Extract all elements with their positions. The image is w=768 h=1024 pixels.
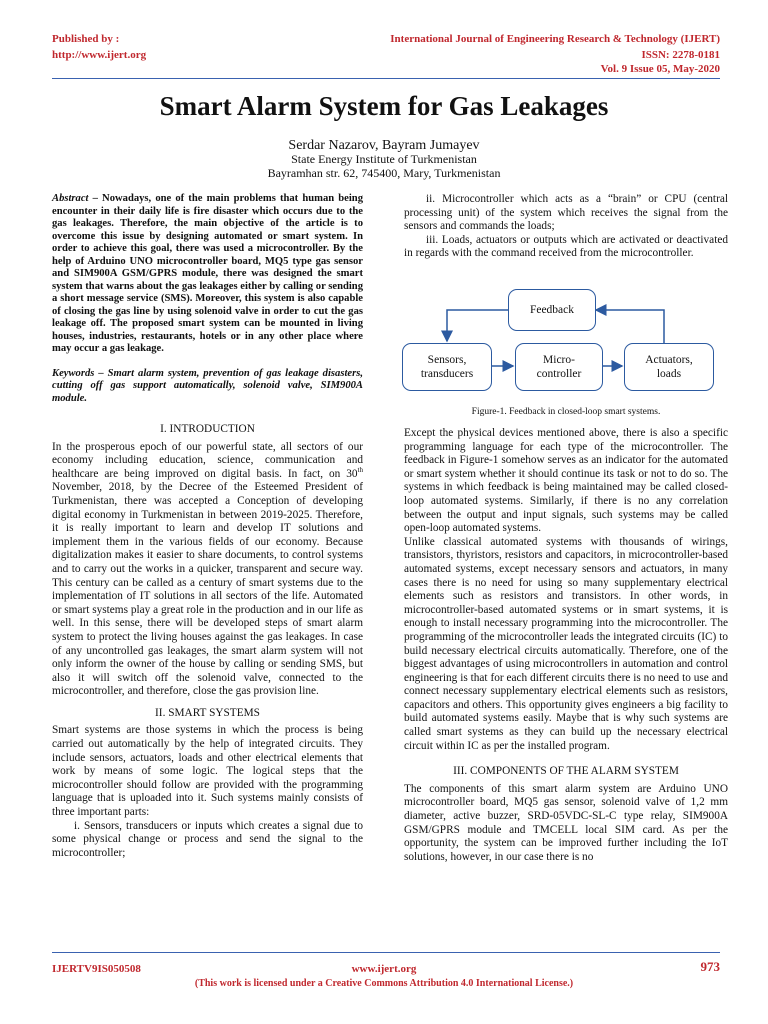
list-item-i: i. Sensors, transducers or inputs which creates a signal due to some physical change or process and send the signal to the microcontroller; xyxy=(52,819,363,859)
left-column xyxy=(52,193,363,860)
right-paragraph-1: Except the physical devices mentioned above, there is also a specific programming language for each type of the microcontroller. The feedback in Figure-1 somehow serves as an indicator for the automated or smart system whether it should continue its task or not to do so. The systems in which feedback is being maintained may be called closed-loop automated systems. Similarly, if there is no any correlation between the output and input signals, such systems may be called open-loop automated systems. xyxy=(404,427,728,535)
volume-issue: Vol. 9 Issue 05, May-2020 xyxy=(600,63,720,75)
paper-id: IJERTV9IS050508 xyxy=(52,963,141,975)
section-introduction-heading: I. INTRODUCTION xyxy=(160,423,255,435)
right-column-bottom xyxy=(404,427,728,864)
abstract-label: Abstract xyxy=(52,193,89,204)
micro-label-line2: controller xyxy=(536,368,582,380)
header-rule xyxy=(52,78,720,79)
sensors-label-line2: transducers xyxy=(420,368,474,380)
footer-url[interactable]: www.ijert.org xyxy=(351,963,417,975)
footer-rule xyxy=(52,952,720,953)
feedback-label: Feedback xyxy=(529,304,575,316)
abstract-text: – Nowadays, one of the main problems that human being encounter in their daily life is fire disaster which occurs due to the gas leakages. Therefore, the main objective of the article is to overcome this issue by designing automated or smart system. In order to achieve this goal, there was used a microcontroller. By the help of Arduino UNO microcontroller board, MQ5 type gas sensor and SIM900A GSM/GPRS module, there was designed the smart system that warns about the gas leakages either by calling or sending a short message service (SMS). Moreover, this system is also capable of closing the gas line by using solenoid valve in order to cut the gas leakage off. The proposed smart system can be mounted in living houses, industries, restaurants, hotels or in any other place where may occur a gas leakage. xyxy=(52,193,363,354)
intro-text-a: In the prosperous epoch of our powerful state, all sectors of our economy including education, science, communication and healthcare are being improved on digital basis. In fact, on 30 xyxy=(52,440,363,480)
diagram-feedback-box xyxy=(508,289,596,331)
figure-caption: Figure-1. Feedback in closed-loop smart systems. xyxy=(471,407,661,417)
abstract xyxy=(52,193,363,356)
authors: Serdar Nazarov, Bayram Jumayev xyxy=(288,138,480,153)
keywords: Keywords – Smart alarm system, prevention of gas leakage disasters, cutting off gas support automatically, solenoid valve, SIM900A module. xyxy=(52,367,363,404)
actuators-label-line1: Actuators, xyxy=(645,354,693,366)
publisher-label: Published by : xyxy=(52,33,120,45)
license-note: (This work is licensed under a Creative Commons Attribution 4.0 International License.) xyxy=(194,978,574,989)
section-smart-systems-heading: II. SMART SYSTEMS xyxy=(155,706,260,719)
arrow-actuators-to-feedback xyxy=(596,310,664,343)
intro-superscript: th xyxy=(357,466,363,475)
intro-text-b: November, 2018, by the Decree of the Esteemed President of Turkmenistan, there was accepted a Conception of developing digital economy in Turkmenistan in between 2019-2025. Therefore, it is really important to learn and develop IT solutions and implement them in the various fields of our economy. Because digitalization makes it easier to share documents, to control systems and to carry out the works in a quicker, transparent and secure way. This century can be called as a century of smart systems due to the implementation of IT solutions in all sectors of the life. Automated or smart systems play a great role in the production and in our life as well. In this sense, there will be developed steps of smart alarm system to protect the living houses against the gas leakages. In case of any uncontrolled gas leakages, the smart alarm system will not only inform the owner of the house by calling or sending SMS, but also it will switch off the solenoid valve, connected to the microcontroller, and therefore, close the gas provision line. xyxy=(52,481,363,698)
right-paragraph-2: Unlike classical automated systems with thousands of wirings, transistors, thyristors, resistors and capacitors, in microcontroller-based automated systems, except necessary sensors and actuators, in many cases there is no need for using so many supplementary electrical elements such as resistors and transistors. In other words, in microcontroller-based automated systems or in smart systems, it is enough to install necessary programming into the microcontroller. The programming of the microcontroller leads the integrated circuits (IC) to build necessary electrical circuits automatically. Therefore, one of the biggest advantages of using microcontrollers in automation and control engineering is that for each different circuits there is no need to use and connect necessary supplementary electrical elements such as resistors, capacitors and others. This opportunity gives engineers a big facility to build automated systems easily. Maybe that is why such systems are called smart systems as they can build up the necessary electrical circuit within IC as per the installed program. xyxy=(404,535,728,752)
paper-title: Smart Alarm System for Gas Leakages xyxy=(159,91,609,121)
actuators-label-line2: loads xyxy=(656,368,682,380)
diagram-sensors-box xyxy=(402,343,492,391)
section-components-heading: III. COMPONENTS OF THE ALARM SYSTEM xyxy=(453,765,679,778)
right-column-top xyxy=(404,193,728,261)
micro-label-line1: Micro- xyxy=(543,354,575,366)
page-number: 973 xyxy=(700,959,720,974)
components-text: The components of this smart alarm system are Arduino UNO microcontroller board, MQ5 gas sensor, solenoid valve of 1,2 mm diameter, active buzzer, SRD-05VDC-SL-C type relay, SIM900A GSM/GPRS module and TMCELL local SIM card. As per the opportunity, the system can be improved further including the IoT solutions, however, in our case there is no xyxy=(404,782,728,863)
institution: State Energy Institute of Turkmenistan xyxy=(291,152,477,166)
journal-name: International Journal of Engineering Research & Technology (IJERT) xyxy=(390,33,720,45)
publisher-url[interactable]: http://www.ijert.org xyxy=(52,49,147,61)
smart-systems-text: Smart systems are those systems in which the process is being carried out automatically by the help of integrated circuits. They include sensors, actuators, loads and other electrical elements that work by means of some logic. The logical steps that the microcontroller should follow are provided with the programming language that is uploaded into it. Such systems mainly consists of three important parts: xyxy=(52,724,363,819)
sensors-label-line1: Sensors, xyxy=(427,354,467,366)
diagram-microcontroller-box xyxy=(515,343,603,391)
list-item-iii: iii. Loads, actuators or outputs which are activated or deactivated in regards with the command received from the microcontroller. xyxy=(404,233,728,260)
introduction-text xyxy=(52,441,363,699)
issn: ISSN: 2278-0181 xyxy=(641,49,720,61)
address: Bayramhan str. 62, 745400, Mary, Turkmenistan xyxy=(267,166,501,180)
diagram-actuators-box xyxy=(624,343,714,391)
arrow-feedback-to-sensors xyxy=(447,310,508,341)
list-item-ii: ii. Microcontroller which acts as a “brain” or CPU (central processing unit) of the system which receives the signal from the sensors and commands the loads; xyxy=(404,193,728,233)
